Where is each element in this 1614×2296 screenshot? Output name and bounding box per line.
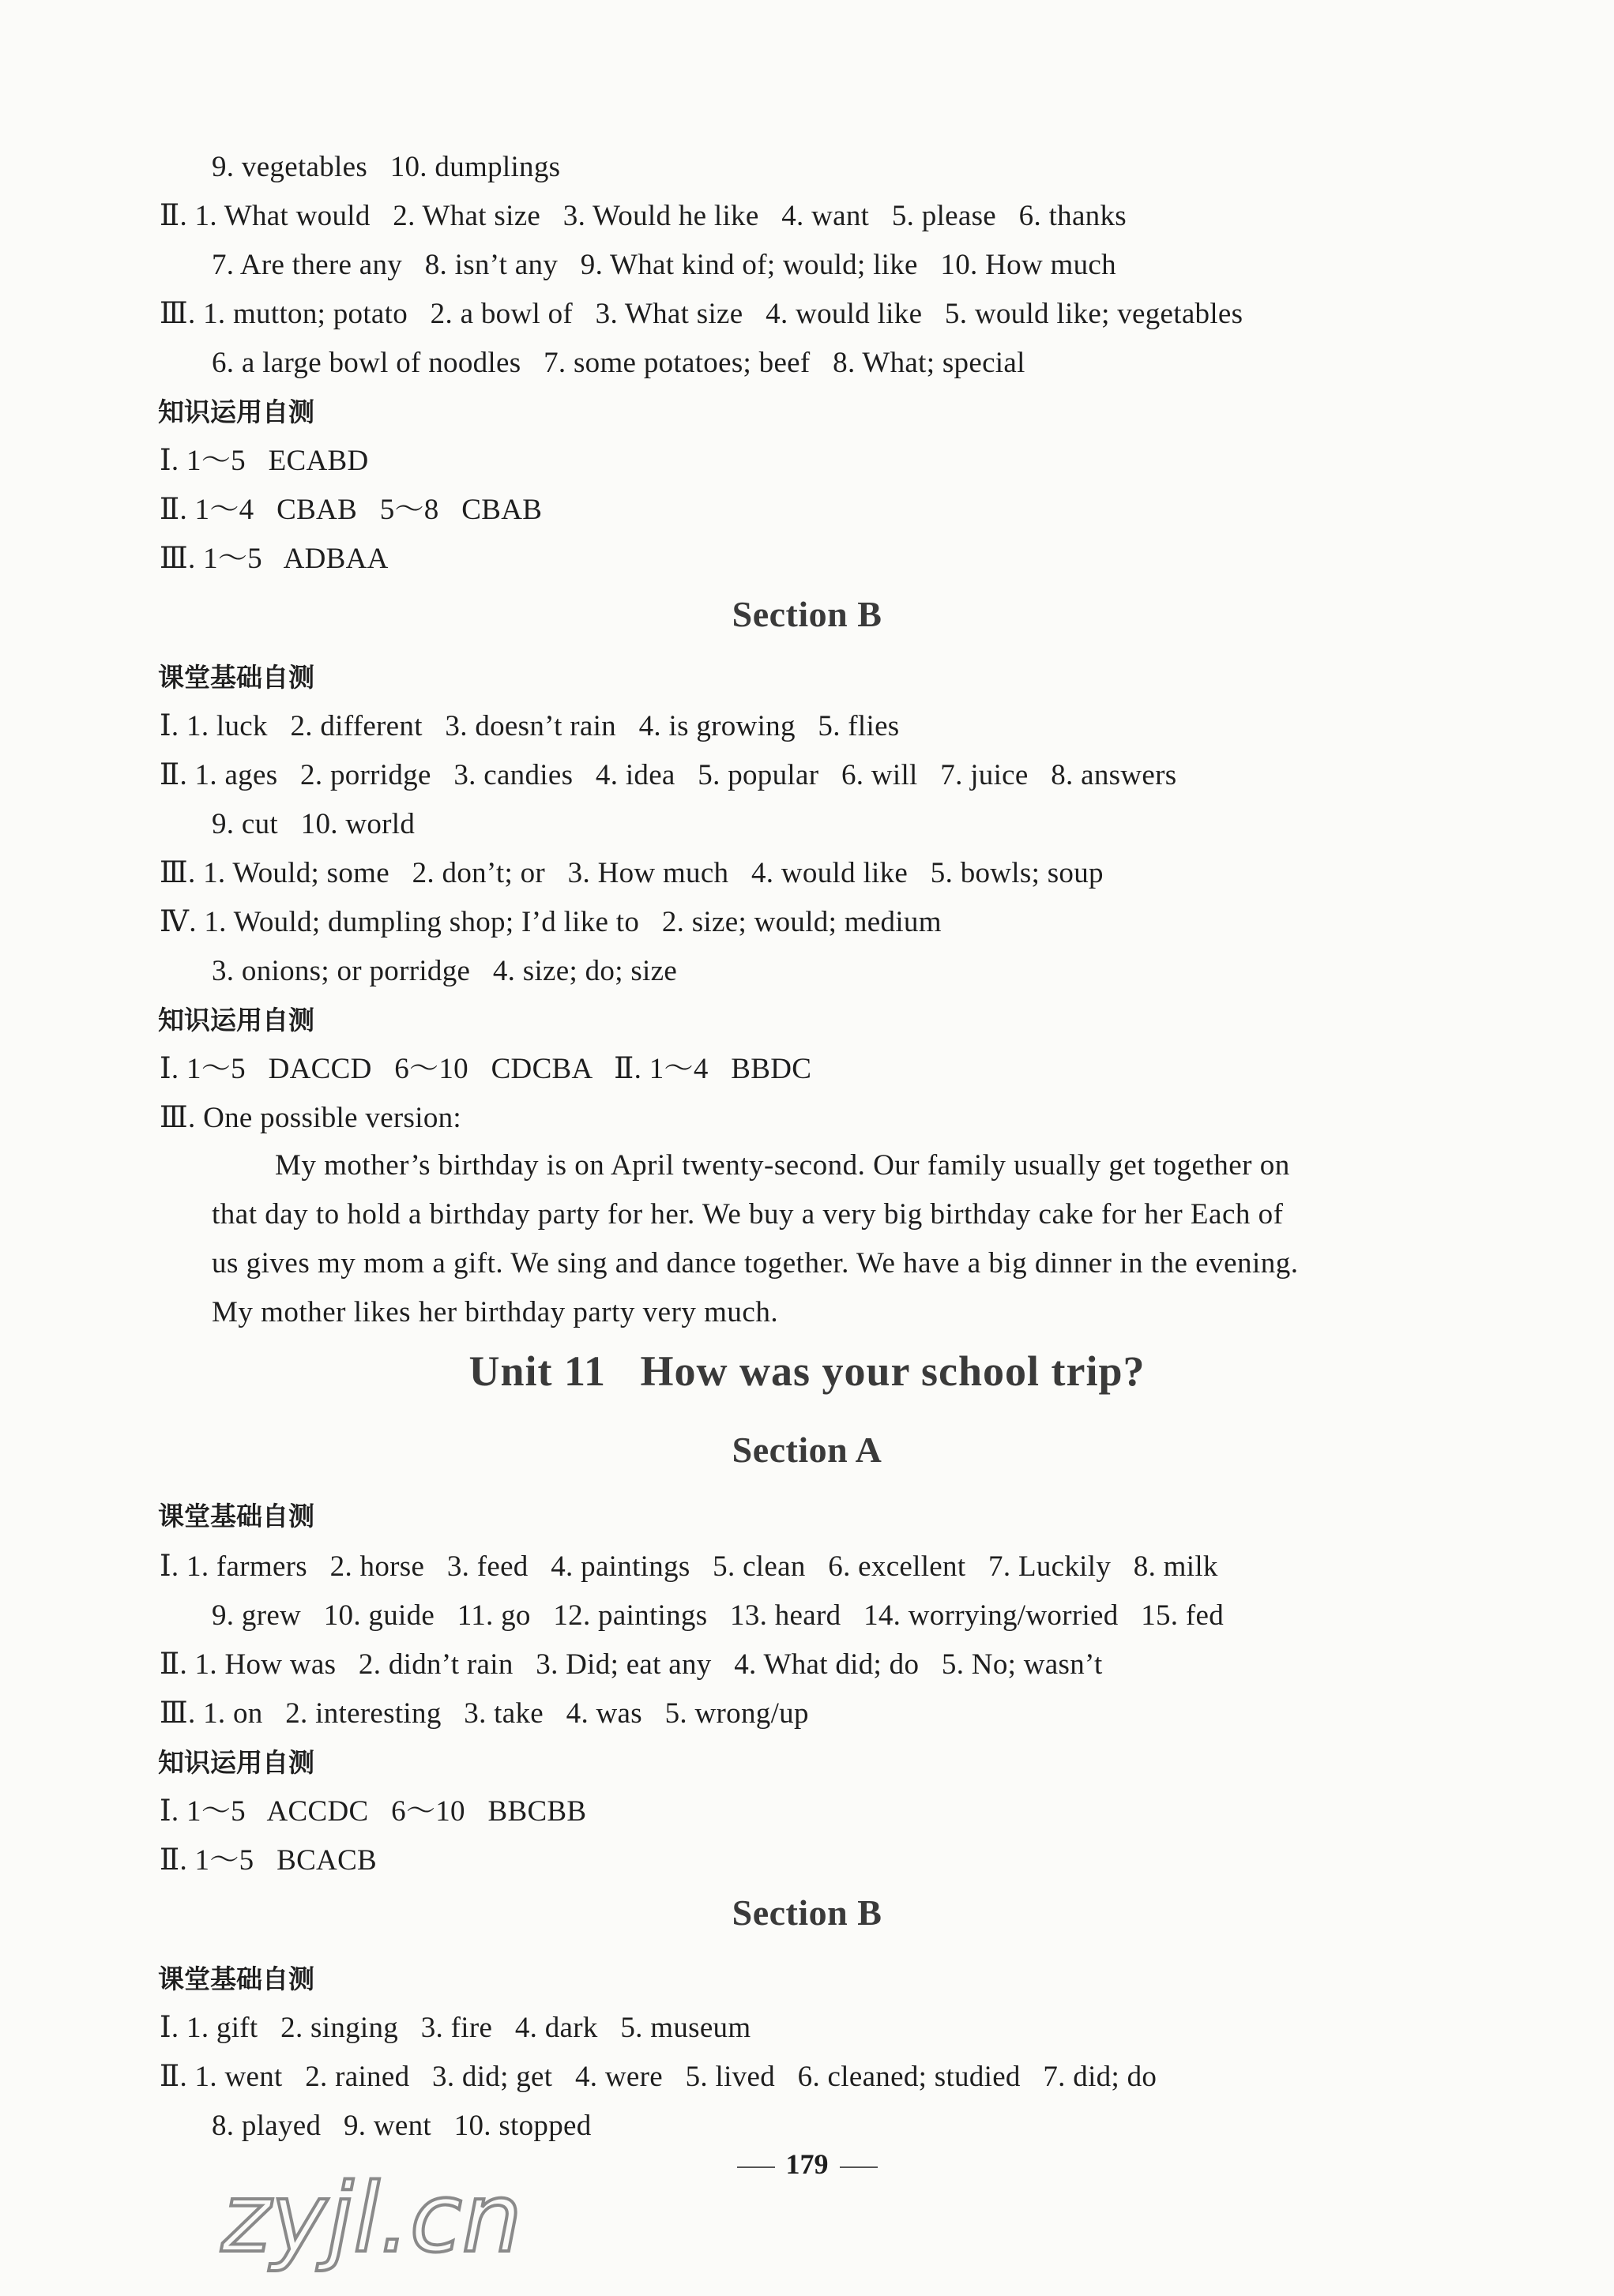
- answer-line: Ⅳ. 1. Would; dumpling shop; I’d like to 2. size; would; medium: [160, 906, 942, 938]
- essay-line: My mother likes her birthday party very much.: [212, 1296, 779, 1328]
- subheading-classroom-test: 课堂基础自测: [158, 1501, 314, 1531]
- answer-line: Ⅱ. 1～5 BCACB: [160, 1844, 378, 1877]
- subheading-knowledge-test: 知识运用自测: [158, 1005, 314, 1035]
- answer-line: Ⅲ. One possible version:: [160, 1102, 462, 1134]
- answer-line: Ⅱ. 1. went 2. rained 3. did; get 4. were 5. lived 6. cleaned; studied 7. did; do: [160, 2061, 1157, 2093]
- answer-line: 7. Are there any 8. isn’t any 9. What kind of; would; like 10. How much: [212, 249, 1116, 281]
- answer-line: 9. cut 10. world: [212, 808, 416, 840]
- answer-line: Ⅲ. 1. on 2. interesting 3. take 4. was 5. wrong/up: [160, 1697, 809, 1730]
- subheading-knowledge-test: 知识运用自测: [158, 396, 314, 427]
- answer-line: 9. grew 10. guide 11. go 12. paintings 13. heard 14. worrying/worried 15. fed: [212, 1599, 1225, 1632]
- answer-line: Ⅰ. 1～5 DACCD 6～10 CDCBA Ⅱ. 1～4 BBDC: [160, 1053, 812, 1085]
- unit-title: Unit 11 How was your school trip?: [468, 1347, 1146, 1395]
- answer-line: Ⅰ. 1～5 ACCDC 6～10 BBCBB: [160, 1795, 587, 1828]
- page-number-dash: [737, 2166, 775, 2168]
- section-title: Section A: [732, 1430, 882, 1470]
- page-number-dash: [840, 2166, 878, 2168]
- essay-line: My mother’s birthday is on April twenty-second. Our family usually get together on: [275, 1149, 1290, 1182]
- answer-line: 6. a large bowl of noodles 7. some potatoes; beef 8. What; special: [212, 347, 1025, 379]
- answer-line: Ⅲ. 1. Would; some 2. don’t; or 3. How much 4. would like 5. bowls; soup: [160, 857, 1104, 889]
- essay-line: that day to hold a birthday party for her. We buy a very big birthday cake for her Each of: [212, 1198, 1284, 1231]
- watermark-logo: [213, 2164, 545, 2283]
- page-number-text: 179: [785, 2148, 829, 2180]
- answer-line: Ⅱ. 1. How was 2. didn’t rain 3. Did; eat any 4. What did; do 5. No; wasn’t: [160, 1648, 1103, 1681]
- subheading-knowledge-test: 知识运用自测: [158, 1747, 314, 1778]
- answer-line: Ⅲ. 1～5 ADBAA: [160, 543, 389, 575]
- answer-line: 8. played 9. went 10. stopped: [212, 2110, 592, 2142]
- subheading-classroom-test: 课堂基础自测: [158, 662, 314, 693]
- subheading-classroom-test: 课堂基础自测: [158, 1963, 314, 1994]
- answer-line: Ⅰ. 1. gift 2. singing 3. fire 4. dark 5. museum: [160, 2012, 751, 2044]
- answer-line: Ⅱ. 1. ages 2. porridge 3. candies 4. idea 5. popular 6. will 7. juice 8. answers: [160, 759, 1177, 791]
- section-title: Section B: [732, 594, 882, 634]
- answer-line: Ⅰ. 1. farmers 2. horse 3. feed 4. paintings 5. clean 6. excellent 7. Luckily 8. milk: [160, 1550, 1218, 1583]
- answer-line: Ⅱ. 1～4 CBAB 5～8 CBAB: [160, 494, 543, 526]
- answer-line: Ⅱ. 1. What would 2. What size 3. Would he like 4. want 5. please 6. thanks: [160, 200, 1127, 232]
- answer-line: Ⅰ. 1～5 ECABD: [160, 445, 369, 477]
- answer-line: Ⅰ. 1. luck 2. different 3. doesn’t rain 4. is growing 5. flies: [160, 710, 900, 742]
- essay-line: us gives my mom a gift. We sing and dance together. We have a big dinner in the evening.: [212, 1247, 1299, 1280]
- watermark-text: zyjl.cn: [221, 2164, 522, 2274]
- answer-line: 9. vegetables 10. dumplings: [212, 151, 561, 183]
- answer-line: 3. onions; or porridge 4. size; do; size: [212, 955, 678, 987]
- answer-line: Ⅲ. 1. mutton; potato 2. a bowl of 3. What size 4. would like 5. would like; vegetables: [160, 298, 1243, 330]
- section-title: Section B: [732, 1892, 882, 1933]
